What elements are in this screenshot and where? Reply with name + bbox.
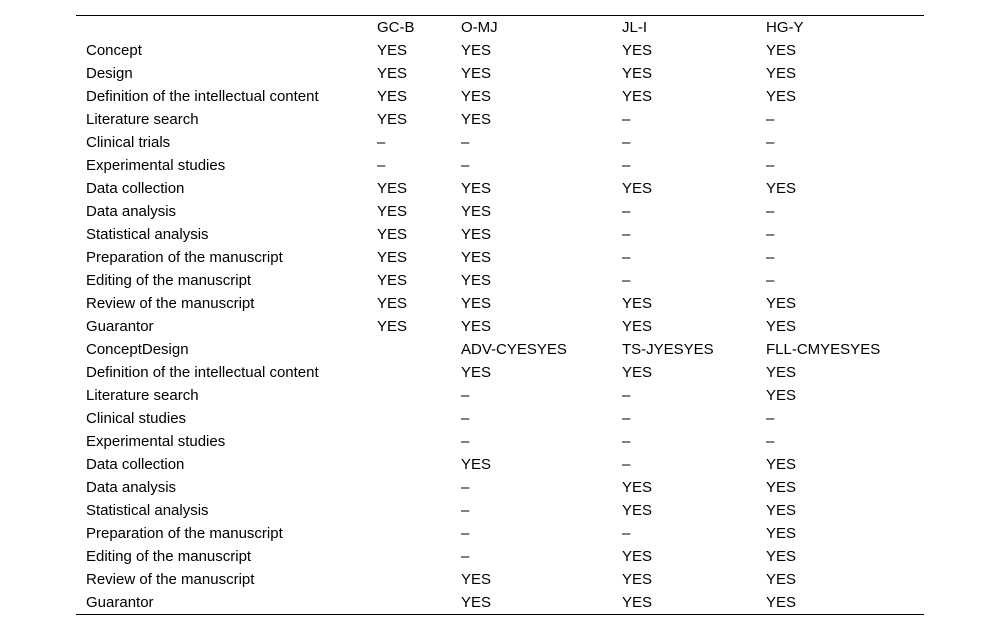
contribution-cell: –	[622, 134, 631, 151]
contribution-cell: YES	[766, 548, 797, 565]
task-label-cell: Literature search	[86, 111, 199, 128]
table-row	[76, 499, 924, 522]
table-row	[76, 361, 924, 384]
task-label-cell: Experimental studies	[86, 157, 226, 174]
contribution-cell: YES	[766, 479, 797, 496]
task-label-cell: Editing of the manuscript	[86, 548, 252, 565]
table-row	[76, 430, 924, 453]
contribution-cell	[367, 522, 451, 545]
contribution-cell: YES	[622, 594, 653, 611]
contribution-cell: –	[766, 157, 775, 174]
table-body	[76, 39, 924, 614]
contribution-cell: –	[622, 111, 631, 128]
contribution-cell: –	[461, 525, 470, 542]
contribution-cell: YES	[622, 318, 653, 335]
table-row	[76, 62, 924, 85]
contribution-cell: –	[461, 433, 470, 450]
contribution-cell: –	[461, 157, 470, 174]
contribution-cell: YES	[766, 387, 797, 404]
contribution-cell: YES	[377, 65, 408, 82]
contribution-cell: –	[766, 134, 775, 151]
contribution-cell: YES	[461, 364, 492, 381]
contribution-cell: YES	[766, 525, 797, 542]
task-label-cell: ConceptDesign	[86, 341, 189, 358]
table-row	[76, 476, 924, 499]
table-row	[76, 154, 924, 177]
contribution-cell: –	[766, 433, 775, 450]
contribution-cell: YES	[377, 249, 408, 266]
contribution-cell: –	[461, 479, 470, 496]
table-row	[76, 453, 924, 476]
task-label-cell: Definition of the intellectual content	[86, 364, 319, 381]
contribution-cell: YES	[622, 571, 653, 588]
task-label-cell: Data collection	[86, 180, 185, 197]
contribution-cell: YES	[766, 456, 797, 473]
contribution-cell	[367, 453, 451, 476]
contribution-cell: YES	[766, 88, 797, 105]
contribution-cell: –	[622, 272, 631, 289]
contribution-cell: –	[622, 410, 631, 427]
contribution-cell: YES	[766, 502, 797, 519]
task-label-cell: Clinical trials	[86, 134, 171, 151]
contribution-cell: –	[461, 502, 470, 519]
contribution-cell: YES	[461, 456, 492, 473]
contribution-cell: YES	[461, 42, 492, 59]
contribution-cell: –	[766, 203, 775, 220]
contribution-cell: YES	[377, 203, 408, 220]
task-label-cell: Guarantor	[86, 318, 154, 335]
task-label-cell: Guarantor	[86, 594, 154, 611]
contributions-table-container	[76, 15, 924, 615]
task-label-cell: Literature search	[86, 387, 199, 404]
contribution-cell: YES	[766, 571, 797, 588]
contribution-cell	[367, 430, 451, 453]
contribution-cell: YES	[461, 272, 492, 289]
contribution-cell: YES	[377, 272, 408, 289]
table-row	[76, 200, 924, 223]
contribution-cell	[367, 407, 451, 430]
header-cell-author: JL-I	[622, 19, 648, 36]
task-label-cell: Data collection	[86, 456, 185, 473]
contribution-cell: –	[766, 249, 775, 266]
contribution-cell: YES	[766, 594, 797, 611]
table-row	[76, 223, 924, 246]
contribution-cell: YES	[377, 111, 408, 128]
contribution-cell: –	[622, 456, 631, 473]
table-row	[76, 85, 924, 108]
contribution-cell: YES	[461, 226, 492, 243]
contribution-cell: YES	[377, 318, 408, 335]
contribution-cell: YES	[461, 594, 492, 611]
contribution-cell: –	[377, 157, 386, 174]
contribution-cell: YES	[461, 571, 492, 588]
header-cell-author: O-MJ	[461, 19, 498, 36]
task-label-cell: Experimental studies	[86, 433, 226, 450]
task-label-cell: Preparation of the manuscript	[86, 525, 283, 542]
contribution-cell	[367, 338, 451, 361]
table-row	[76, 131, 924, 154]
task-label-cell: Review of the manuscript	[86, 295, 255, 312]
contribution-cell: ADV-CYESYES	[461, 341, 567, 358]
table-row	[76, 384, 924, 407]
contribution-cell: –	[622, 387, 631, 404]
contribution-cell: YES	[377, 180, 408, 197]
contribution-cell	[367, 476, 451, 499]
contribution-cell: TS-JYESYES	[622, 341, 714, 358]
contribution-cell: –	[766, 410, 775, 427]
contribution-cell	[367, 384, 451, 407]
contribution-cell: –	[622, 157, 631, 174]
table-row	[76, 407, 924, 430]
task-label-cell: Clinical studies	[86, 410, 187, 427]
header-cell-author: HG-Y	[766, 19, 804, 36]
contribution-cell: YES	[461, 318, 492, 335]
contribution-cell	[367, 361, 451, 384]
contribution-cell	[367, 499, 451, 522]
contribution-cell: YES	[461, 249, 492, 266]
table-row	[76, 108, 924, 131]
contribution-cell: –	[622, 525, 631, 542]
task-label-cell: Design	[86, 65, 133, 82]
contribution-cell: YES	[766, 65, 797, 82]
table-row	[76, 269, 924, 292]
contribution-cell: YES	[377, 88, 408, 105]
contribution-cell: YES	[766, 42, 797, 59]
contribution-cell: YES	[622, 548, 653, 565]
contribution-cell	[367, 568, 451, 591]
task-label-cell: Review of the manuscript	[86, 571, 255, 588]
contribution-cell: YES	[622, 180, 653, 197]
contribution-cell: YES	[622, 479, 653, 496]
task-label-cell: Statistical analysis	[86, 502, 209, 519]
contribution-cell: YES	[622, 295, 653, 312]
contribution-cell: YES	[377, 295, 408, 312]
contribution-cell: YES	[766, 318, 797, 335]
task-label-cell: Statistical analysis	[86, 226, 209, 243]
contribution-cell: YES	[622, 364, 653, 381]
contribution-cell: –	[461, 134, 470, 151]
task-label-cell: Preparation of the manuscript	[86, 249, 283, 266]
contribution-cell: –	[622, 249, 631, 266]
contribution-cell: YES	[461, 88, 492, 105]
contribution-cell: –	[461, 387, 470, 404]
contribution-cell: YES	[461, 65, 492, 82]
task-label-cell: Definition of the intellectual content	[86, 88, 319, 105]
contribution-cell: FLL-CMYESYES	[766, 341, 881, 358]
table-row	[76, 568, 924, 591]
contribution-cell: –	[461, 548, 470, 565]
contribution-cell: –	[622, 226, 631, 243]
contribution-cell: –	[766, 226, 775, 243]
table-row	[76, 246, 924, 269]
table-row	[76, 522, 924, 545]
table-header	[76, 16, 924, 39]
contribution-cell: YES	[766, 364, 797, 381]
contribution-cell: –	[766, 272, 775, 289]
task-label-cell: Editing of the manuscript	[86, 272, 252, 289]
header-cell-task	[76, 16, 367, 39]
task-label-cell: Data analysis	[86, 203, 177, 220]
contribution-cell: YES	[622, 502, 653, 519]
contribution-cell: YES	[461, 180, 492, 197]
contribution-cell: YES	[461, 111, 492, 128]
table-row	[76, 545, 924, 568]
table-row	[76, 292, 924, 315]
task-label-cell: Data analysis	[86, 479, 177, 496]
contribution-cell	[367, 591, 451, 614]
contribution-cell	[367, 545, 451, 568]
table-row	[76, 315, 924, 338]
contribution-cell: –	[377, 134, 386, 151]
contribution-cell: YES	[377, 42, 408, 59]
table-row	[76, 177, 924, 200]
contribution-cell: YES	[622, 88, 653, 105]
contribution-cell: –	[622, 203, 631, 220]
contributions-table	[76, 16, 924, 614]
contribution-cell: –	[766, 111, 775, 128]
contribution-cell: YES	[461, 203, 492, 220]
contribution-cell: –	[622, 433, 631, 450]
task-label-cell: Concept	[86, 42, 142, 59]
contribution-cell: YES	[377, 226, 408, 243]
contribution-cell: YES	[622, 65, 653, 82]
contribution-cell: YES	[766, 295, 797, 312]
table-row	[76, 39, 924, 62]
contribution-cell: YES	[461, 295, 492, 312]
table-row	[76, 591, 924, 614]
contribution-cell: –	[461, 410, 470, 427]
contribution-cell: YES	[622, 42, 653, 59]
contribution-cell: YES	[766, 180, 797, 197]
header-cell-author: GC-B	[377, 19, 415, 36]
table-row	[76, 338, 924, 361]
header-row	[76, 16, 924, 39]
